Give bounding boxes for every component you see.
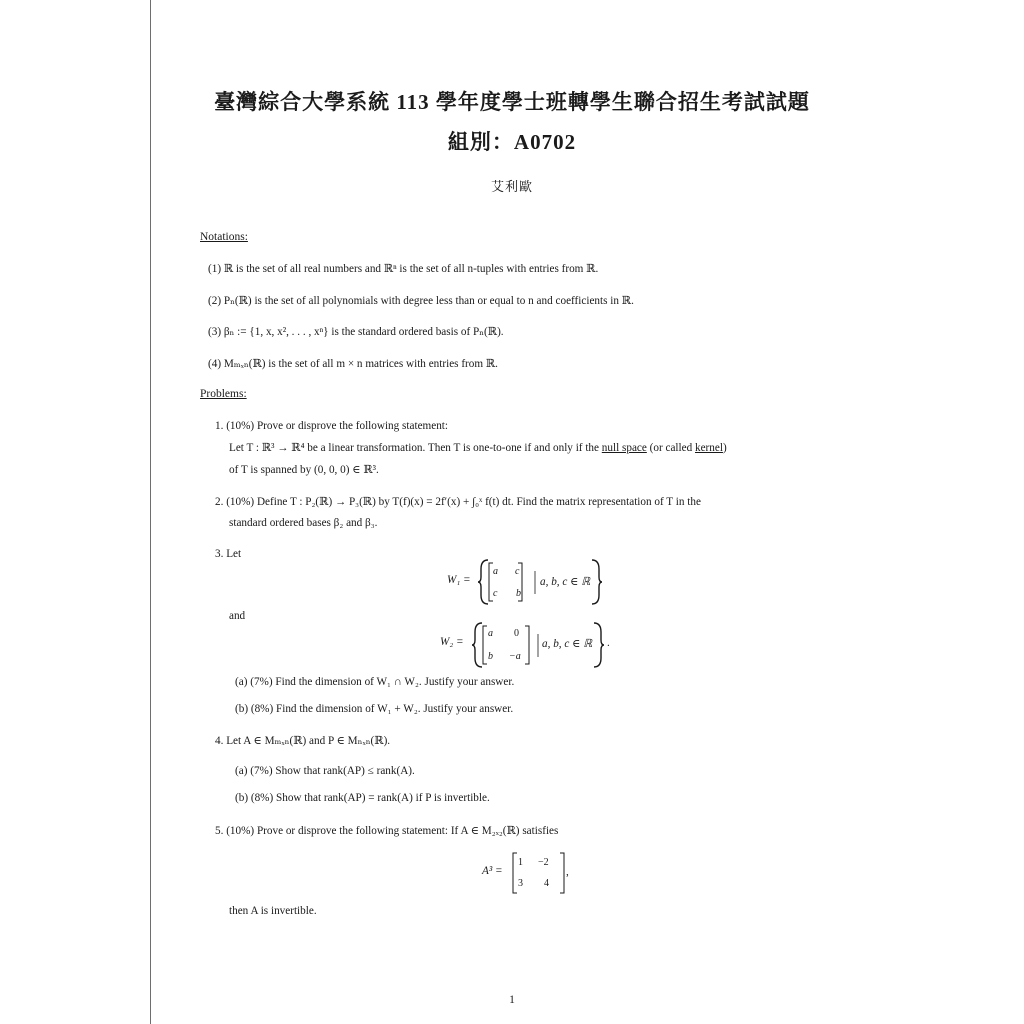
problem-4b: (b) (8%) Show that rank(AP) = rank(A) if P is invertible. [235,792,490,804]
page-number: 1 [509,994,515,1006]
w2-matrix-entry: b [488,651,493,662]
w1-matrix-entry: c [515,566,520,577]
w2-matrix-entry: −a [509,651,521,662]
a-cubed-matrix-entry: −2 [538,857,549,868]
w1-condition: a, b, c ∈ ℝ [540,576,591,588]
problem-4-label: 4. Let A ∈ Mₘₓₙ(ℝ) and P ∈ Mₙₓₙ(ℝ). [215,735,391,747]
a-cubed-lhs: A³ = [482,865,503,877]
notation-item: (4) Mₘₓₙ(ℝ) is the set of all m × n matrices with entries from ℝ. [208,358,498,370]
w2-matrix-entry: a [488,628,493,639]
w2-lhs: W₂ = [440,636,464,648]
null-space-term: null space [601,442,647,454]
notation-item: (1) ℝ is the set of all real numbers and ℝⁿ is the set of all n-tuples with entries from ℝ. [208,263,599,275]
problems-heading: Problems: [200,388,247,400]
problem-5-conclusion: then A is invertible. [229,905,317,917]
w1-matrix-entry: c [493,588,498,599]
p1-text: ) [722,442,727,454]
and-text: and [229,610,246,622]
problem-2-line-2: standard ordered bases β₂ and β₃. [229,517,378,529]
author-name: 艾利歐 [490,179,533,194]
w2-condition: a, b, c ∈ ℝ [542,638,593,650]
problem-4a: (a) (7%) Show that rank(AP) ≤ rank(A). [235,765,415,777]
w1-matrix-entry: b [516,588,521,599]
problem-2-statement: 2. (10%) Define T : P₂(ℝ) → P₃(ℝ) by T(f)(x) = 2f′(x) + ∫₀ˣ f(t) dt. Find the matrix representation of T in the [215,496,701,508]
notation-item: (2) Pₙ(ℝ) is the set of all polynomials with degree less than or equal to n and coefficients in ℝ. [208,295,634,307]
exam-title: 臺灣綜合大學系統 113 學年度學士班轉學生聯合招生考試試題 [214,90,810,114]
a-cubed-matrix-entry: 1 [518,857,523,868]
p1-text: (or called [646,442,695,454]
problem-3b: (b) (8%) Find the dimension of W₁ + W₂. Justify your answer. [235,703,514,715]
w1-lhs: W₁ = [447,574,471,586]
w2-matrix-entry: 0 [514,628,519,639]
a-cubed-comma: , [566,866,569,878]
a-cubed-matrix-entry: 3 [518,878,523,889]
group-code: 組別：A0702 [447,130,577,154]
problem-1-line-2 [229,441,727,454]
problem-1-statement: 1. (10%) Prove or disprove the following statement: [215,420,449,432]
p1-text: Let T : ℝ³ → ℝ⁴ be a linear transformation. Then T is one-to-one if and only if the [229,442,602,454]
notation-item: (3) βₙ := {1, x, x², . . . , xⁿ} is the standard ordered basis of Pₙ(ℝ). [208,326,504,338]
problem-1-line-3: of T is spanned by (0, 0, 0) ∈ ℝ³. [229,464,379,476]
kernel-term: kernel [695,442,723,454]
problem-3-label: 3. Let [215,548,242,560]
notations-heading: Notations: [200,231,248,243]
problem-3a: (a) (7%) Find the dimension of W₁ ∩ W₂. Justify your answer. [235,676,515,688]
a-cubed-matrix-entry: 4 [544,878,549,889]
problem-5-statement: 5. (10%) Prove or disprove the following statement: If A ∈ M₂ₓ₂(ℝ) satisfies [215,825,559,837]
w2-period: . [607,637,610,649]
w1-matrix-entry: a [493,566,498,577]
